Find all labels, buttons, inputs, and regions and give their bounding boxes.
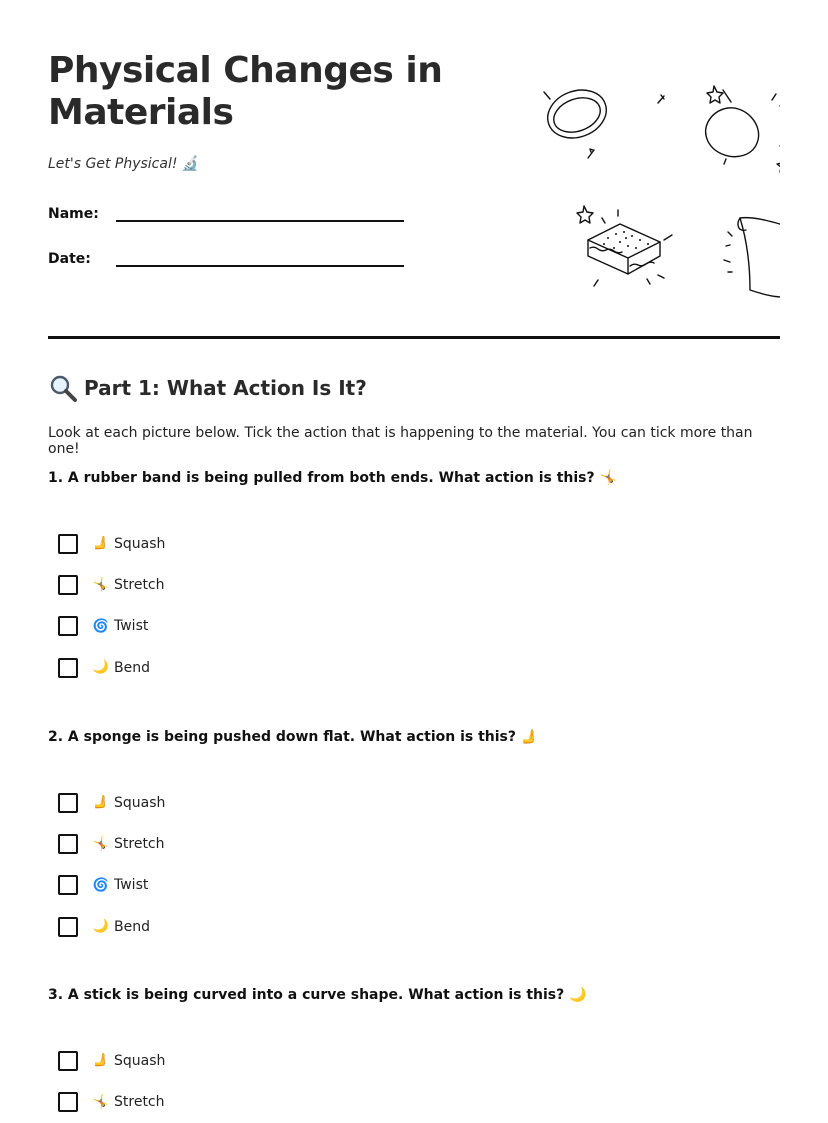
rubber-band-icon xyxy=(541,82,664,158)
part1-title: Part 1: What Action Is It? xyxy=(84,376,367,400)
option-twist[interactable] xyxy=(58,865,165,906)
option-label: Stretch xyxy=(114,1094,165,1111)
option-label: Squash xyxy=(114,1052,166,1069)
option-squash[interactable] xyxy=(58,1040,165,1081)
date-label: Date: xyxy=(48,251,91,267)
option-label: Twist xyxy=(114,877,149,894)
date-field xyxy=(48,247,404,267)
materials-illustration xyxy=(518,72,780,304)
option-bend[interactable] xyxy=(58,647,165,688)
section-divider xyxy=(48,336,780,339)
name-label: Name: xyxy=(48,206,99,222)
name-input-line[interactable] xyxy=(116,202,404,222)
part1-instructions: Look at each picture below. Tick the action that is happening to the material. You can tick more than one! xyxy=(48,425,753,457)
checkbox[interactable] xyxy=(58,616,78,636)
option-list xyxy=(58,782,165,948)
checkbox[interactable] xyxy=(58,917,78,937)
option-stretch[interactable] xyxy=(58,823,165,864)
option-list xyxy=(58,1040,165,1123)
checkbox[interactable] xyxy=(58,793,78,813)
option-label: Bend xyxy=(114,918,150,935)
option-bend[interactable] xyxy=(58,906,165,947)
option-label: Stretch xyxy=(114,577,165,594)
page-title: Physical Changes in Materials xyxy=(48,50,443,133)
twist-icon: 🌀 xyxy=(92,618,110,634)
name-field xyxy=(48,202,404,222)
question-text: 3. A stick is being curved into a curve shape. What action is this? 🌙 xyxy=(48,987,587,1003)
dough-ball-icon xyxy=(706,86,780,172)
checkbox[interactable] xyxy=(58,875,78,895)
squash-icon: 🫸 xyxy=(92,1053,110,1069)
question-emoji: 🤸 xyxy=(599,470,617,486)
twist-icon: 🌀 xyxy=(92,877,110,893)
part1-heading xyxy=(48,374,367,402)
option-label: Twist xyxy=(114,618,149,635)
option-stretch[interactable] xyxy=(58,564,165,605)
stretch-icon: 🤸 xyxy=(92,1094,110,1110)
question-emoji: 🌙 xyxy=(569,987,587,1003)
squash-icon: 🫸 xyxy=(92,795,110,811)
bend-icon: 🌙 xyxy=(92,919,110,935)
bend-icon: 🌙 xyxy=(92,660,110,676)
option-squash[interactable] xyxy=(58,782,165,823)
page-subtitle: Let's Get Physical! 🔬 xyxy=(48,156,200,172)
option-label: Bend xyxy=(114,659,150,676)
checkbox[interactable] xyxy=(58,834,78,854)
question-3 xyxy=(48,984,780,1111)
paper-sheet-icon xyxy=(724,208,780,297)
option-label: Squash xyxy=(114,794,166,811)
question-1 xyxy=(48,467,780,676)
squash-icon: 🫸 xyxy=(92,536,110,552)
question-text: 1. A rubber band is being pulled from both ends. What action is this? 🤸 xyxy=(48,470,617,486)
question-text: 2. A sponge is being pushed down flat. What action is this? 🫸 xyxy=(48,729,539,745)
checkbox[interactable] xyxy=(58,575,78,595)
option-squash[interactable] xyxy=(58,523,165,564)
date-input-line[interactable] xyxy=(116,247,404,267)
stretch-icon: 🤸 xyxy=(92,577,110,593)
option-list xyxy=(58,523,165,689)
option-stretch[interactable] xyxy=(58,1081,165,1122)
checkbox[interactable] xyxy=(58,1051,78,1071)
stretch-icon: 🤸 xyxy=(92,836,110,852)
sponge-icon xyxy=(577,206,672,286)
checkbox[interactable] xyxy=(58,1092,78,1112)
option-label: Stretch xyxy=(114,836,165,853)
checkbox[interactable] xyxy=(58,658,78,678)
option-twist[interactable] xyxy=(58,606,165,647)
question-2 xyxy=(48,726,780,935)
question-emoji: 🫸 xyxy=(520,729,539,745)
option-label: Squash xyxy=(114,535,166,552)
checkbox[interactable] xyxy=(58,534,78,554)
magnifier-icon xyxy=(48,374,78,402)
